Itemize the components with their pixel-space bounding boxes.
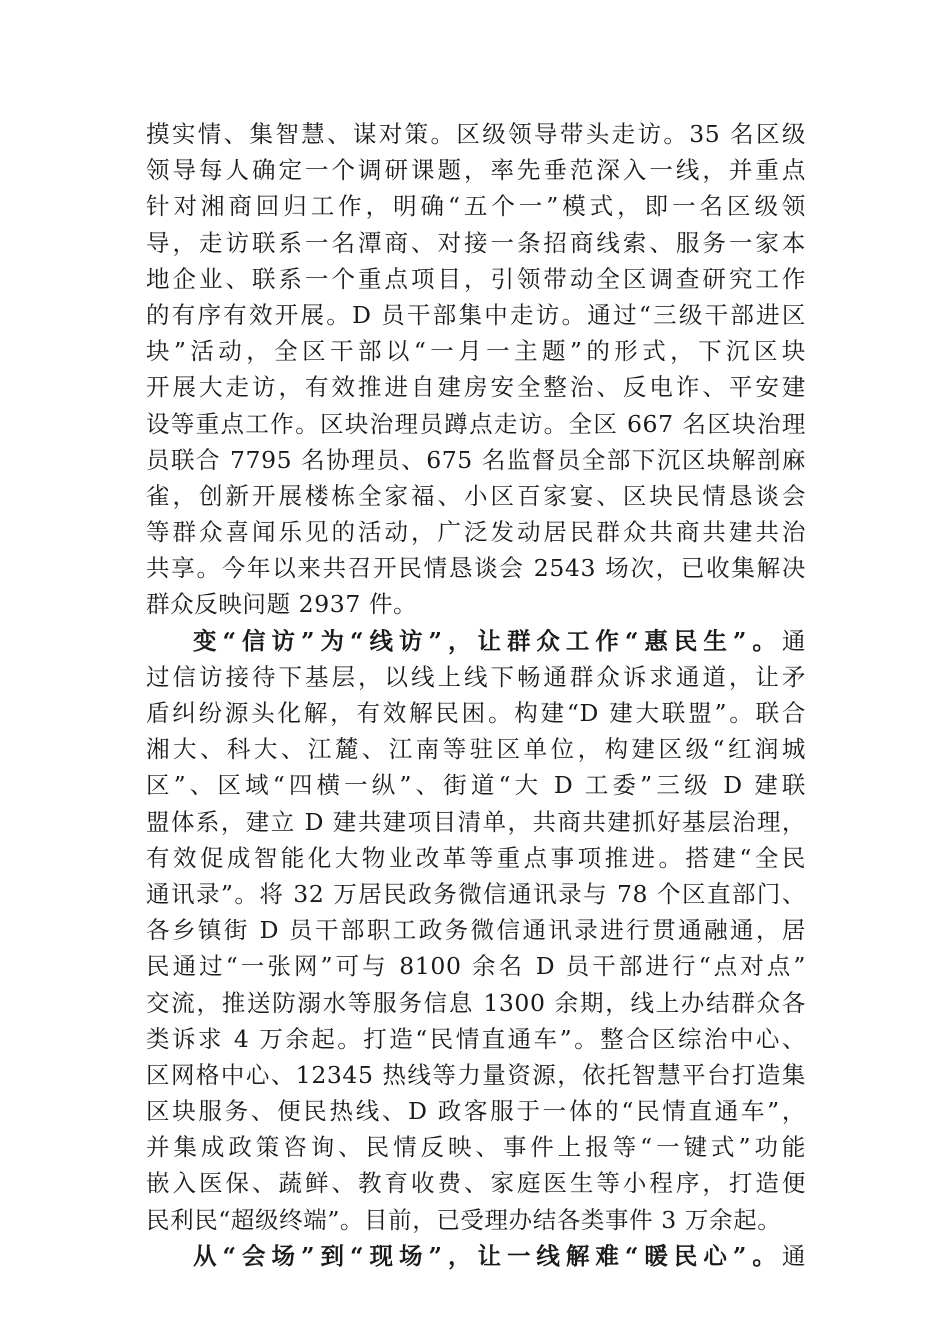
section-heading-line (146, 623, 806, 659)
paragraph-line: 员联合 7795 名协理员、675 名监督员全部下沉区块解剖麻 (146, 445, 806, 474)
paragraph-line: 区”、区域“四横一纵”、街道“大 D 工委”三级 D 建联 (146, 771, 806, 800)
paragraph-line: 各乡镇街 D 员干部职工政务微信通讯录进行贯通融通，居 (146, 916, 806, 945)
paragraph-line: 地企业、联系一个重点项目，引领带动全区调查研究工作 (146, 264, 806, 293)
paragraph-line: 设等重点工作。区块治理员蹲点走访。全区 667 名区块治理 (146, 409, 806, 438)
paragraph-line: 湘大、科大、江麓、江南等驻区单位，构建区级“红润城 (146, 735, 806, 764)
paragraph-line: 盟体系，建立 D 建共建项目清单，共商共建抓好基层治理， (146, 807, 806, 836)
paragraph-text: 通 (781, 1241, 806, 1270)
paragraph-line: 领导每人确定一个调研课题，率先垂范深入一线，并重点 (146, 156, 806, 185)
paragraph-line: 导，走访联系一名潭商、对接一条招商线索、服务一家本 (146, 228, 806, 257)
paragraph-text: 通 (781, 626, 806, 655)
paragraph-line: 摸实情、集智慧、谋对策。区级领导带头走访。35 名区级 (146, 120, 806, 148)
section-heading-line (146, 1238, 806, 1274)
section-heading: 从“会场”到“现场”，让一线解难“暖民心”。 (193, 1241, 782, 1270)
paragraph-line: 民通过“一张网”可与 8100 余名 D 员干部进行“点对点” (146, 952, 806, 981)
paragraph-line: 的有序有效开展。D 员干部集中走访。通过“三级干部进区 (146, 300, 806, 329)
paragraph-line: 类诉求 4 万余起。打造“民情直通车”。整合区综治中心、 (146, 1024, 806, 1053)
paragraph-line: 盾纠纷源头化解，有效解民困。构建“D 建大联盟”。联合 (146, 699, 806, 727)
paragraph-line: 交流，推送防溺水等服务信息 1300 余期，线上办结群众各 (146, 988, 806, 1017)
paragraph-line: 嵌入医保、蔬鲜、教育收费、家庭医生等小程序，打造便 (146, 1169, 806, 1198)
paragraph-line: 雀，创新开展楼栋全家福、小区百家宴、区块民情恳谈会 (146, 481, 806, 510)
paragraph-line: 通讯录”。将 32 万居民政务微信通讯录与 78 个区直部门、 (146, 879, 806, 908)
paragraph-line: 群众反映问题 2937 件。 (146, 590, 418, 619)
paragraph-line: 共享。今年以来共召开民情恳谈会 2543 场次，已收集解决 (146, 554, 806, 583)
paragraph-line: 针对湘商回归工作，明确“五个一”模式，即一名区级领 (146, 192, 806, 221)
paragraph-line: 开展大走访，有效推进自建房安全整治、反电诈、平安建 (146, 373, 806, 402)
paragraph-line: 民利民“超级终端”。目前，已受理办结各类事件 3 万余起。 (146, 1205, 782, 1234)
paragraph-line: 并集成政策咨询、民情反映、事件上报等“一键式”功能 (146, 1133, 806, 1162)
paragraph-line: 区块服务、便民热线、D 政客服于一体的“民情直通车”， (146, 1097, 806, 1126)
paragraph-line: 等群众喜闻乐见的活动，广泛发动居民群众共商共建共治 (146, 518, 806, 547)
paragraph-line: 区网格中心、12345 热线等力量资源，依托智慧平台打造集 (146, 1060, 806, 1089)
body-text (146, 116, 806, 1274)
section-heading: 变“信访”为“线访”，让群众工作“惠民生”。 (193, 626, 782, 655)
paragraph-line: 有效促成智能化大物业改革等重点事项推进。搭建“全民 (146, 843, 806, 872)
paragraph-line: 块”活动，全区干部以“一月一主题”的形式，下沉区块 (146, 337, 806, 366)
paragraph-line: 过信访接待下基层，以线上线下畅通群众诉求通道，让矛 (146, 662, 806, 691)
